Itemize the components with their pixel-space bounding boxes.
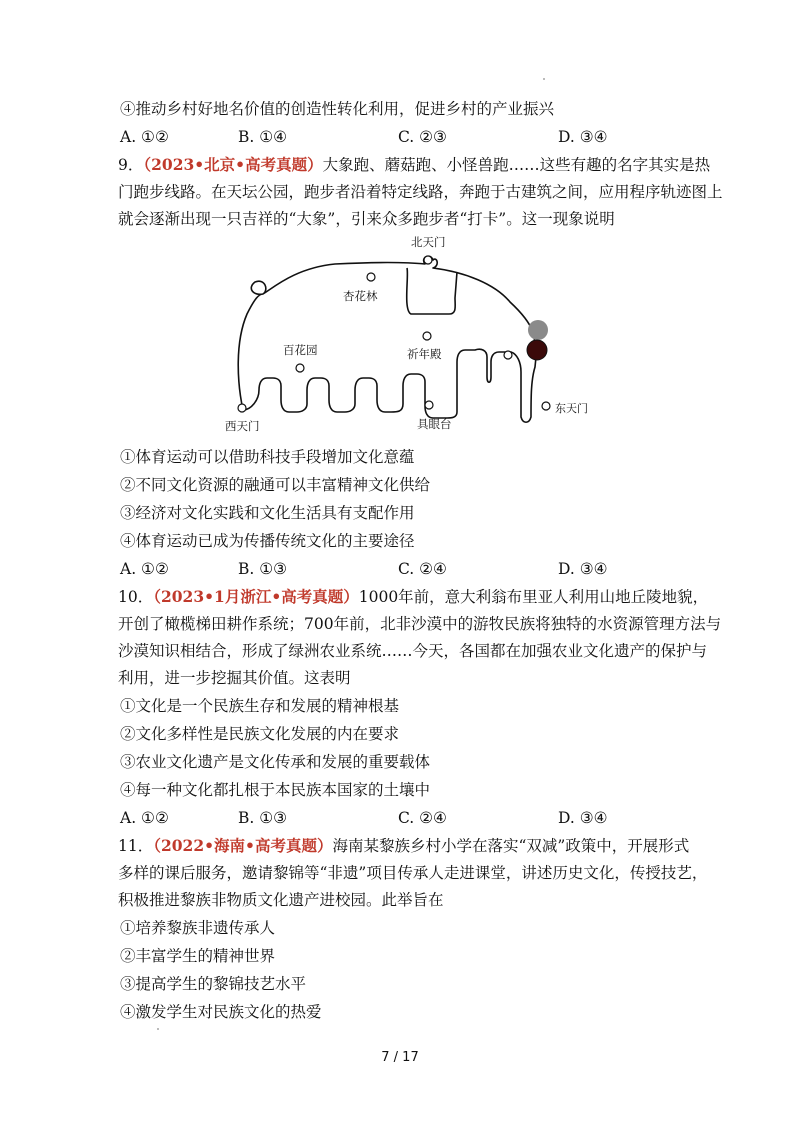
marker-east-gate (542, 402, 550, 410)
label-north-gate: 北天门 (411, 235, 446, 249)
q11-item-2: ②丰富学生的精神世界 (120, 947, 276, 965)
q11-item-3: ③提高学生的黎锦技艺水平 (120, 975, 307, 993)
q11-item-4: ④激发学生对民族文化的热爱 (120, 1003, 322, 1021)
question-source: （2023•北京•高考真题） (143, 155, 323, 174)
runner-dot-dark (527, 340, 547, 360)
q11-item-1: ①培养黎族非遗传承人 (120, 919, 276, 937)
q9-item-2: ②不同文化资源的融通可以丰富精神文化供给 (120, 476, 431, 494)
question-number: 10． (118, 588, 154, 606)
marker-hundred-flower (296, 364, 304, 372)
q9-stem-1: 大象跑、蘑菇跑、小怪兽跑……这些有趣的名字其实是热 (322, 156, 711, 174)
question-source: （2022•海南•高考真题） (153, 836, 333, 855)
q10-item-2: ②文化多样性是民族文化发展的内在要求 (120, 725, 400, 743)
q9-item-3: ③经济对文化实践和文化生活具有支配作用 (120, 504, 415, 522)
marker-north-gate (424, 256, 432, 264)
q10-option-c: C. ②④ (398, 809, 447, 827)
q10-line-4: 利用，进一步挖掘其价值。这表明 (118, 669, 351, 687)
q9-line-3: 就会逐渐出现一只吉祥的“大象”，引来众多跑步者“打卡”。这一现象说明 (118, 210, 615, 228)
q9-option-b: B. ①③ (238, 560, 288, 578)
q10-item-3: ③农业文化遗产是文化传承和发展的重要载体 (120, 753, 431, 771)
q9-option-c: C. ②④ (398, 560, 447, 578)
question-source: （2023•1月浙江•高考真题） (153, 587, 359, 606)
q9-line-2: 门跑步线路。在天坛公园，跑步者沿着特定线路，奔跑于古建筑之间，应用程序轨迹图上 (118, 183, 723, 201)
q8-item-4: ④推动乡村好地名价值的创造性转化利用，促进乡村的产业振兴 (120, 100, 555, 118)
q10-item-4: ④每一种文化都扎根于本民族本国家的土壤中 (120, 781, 431, 799)
q9-option-a: A. ①② (120, 560, 169, 578)
marker-small-right (504, 351, 512, 359)
q8-option-a: A. ①② (120, 128, 169, 146)
question-number: 9． (118, 156, 144, 174)
scan-dot (543, 78, 545, 80)
q11-line-2: 多样的课后服务，邀请黎锦等“非遗”项目传承人走进课堂，讲述历史文化，传授技艺， (118, 864, 708, 882)
elephant-ear (407, 268, 457, 314)
q10-item-1: ①文化是一个民族生存和发展的精神根基 (120, 697, 400, 715)
label-hundred-flower: 百花园 (283, 343, 318, 357)
q9-item-4: ④体育运动已成为传播传统文化的主要途径 (120, 532, 415, 550)
scan-dot (157, 1028, 159, 1030)
q10-line-1 (118, 586, 708, 608)
q10-option-b: B. ①③ (238, 809, 288, 827)
question-number: 11． (118, 837, 154, 855)
marker-juyan-tai (425, 401, 433, 409)
q10-option-d: D. ③④ (558, 809, 608, 827)
marker-apricot-grove (367, 273, 375, 281)
marker-qinian-hall (423, 332, 431, 340)
q10-line-3: 沙漠知识相结合，形成了绿洲农业系统……今天，各国都在加强农业文化遗产的保护与 (118, 642, 708, 660)
label-east-gate: 东天门 (555, 402, 588, 415)
marker-west-gate (238, 404, 246, 412)
q9-option-d: D. ③④ (558, 560, 608, 578)
q8-option-d: D. ③④ (558, 128, 608, 146)
running-route-map (225, 232, 588, 442)
label-qinian-hall: 祈年殿 (407, 347, 442, 361)
label-apricot-grove: 杏花林 (343, 289, 378, 303)
q10-option-a: A. ①② (120, 809, 169, 827)
q11-line-3: 积极推进黎族非物质文化遗产进校园。此举旨在 (118, 891, 444, 909)
runner-dot-gray (528, 320, 548, 340)
q11-line-1 (118, 835, 689, 857)
q10-line-2: 开创了橄榄梯田耕作系统；700年前，北非沙漠中的游牧民族将独特的水资源管理方法与 (118, 615, 722, 633)
q9-line-1 (118, 154, 710, 176)
label-juyan-tai: 具眼台 (417, 417, 452, 431)
q9-item-1: ①体育运动可以借助科技手段增加文化意蕴 (120, 448, 415, 466)
q11-stem-1: 海南某黎族乡村小学在落实“双减”政策中，开展形式 (332, 837, 690, 855)
q8-option-c: C. ②③ (398, 128, 447, 146)
label-west-gate: 西天门 (225, 419, 260, 433)
elephant-route (238, 256, 536, 422)
q10-stem-1: 1000年前，意大利翁布里亚人利用山地丘陵地貌， (358, 588, 709, 606)
q8-option-b: B. ①④ (238, 128, 288, 146)
page-number: 7 / 17 (381, 1050, 419, 1065)
